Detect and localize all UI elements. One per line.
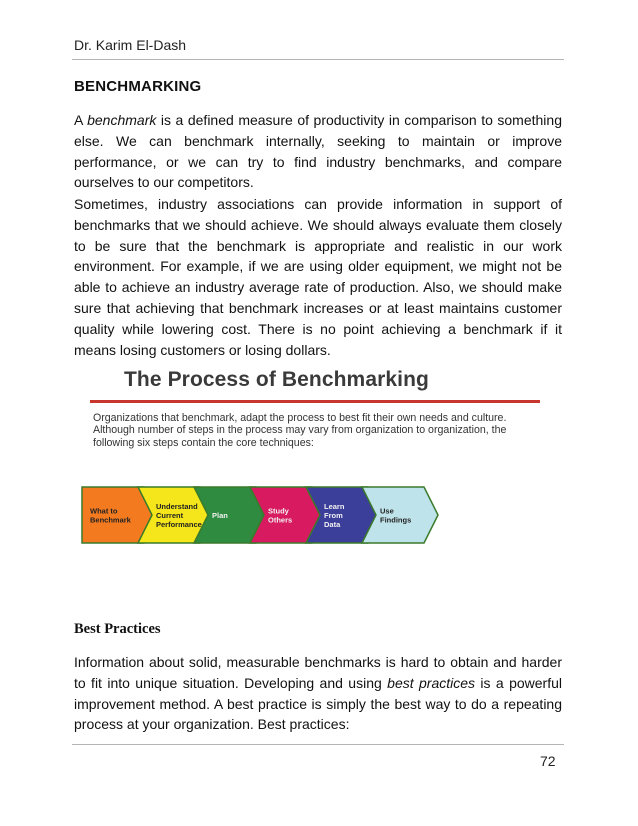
paragraph-industry-associations: Sometimes, industry associations can provide information in support of benchmarks that we should achieve. We should always evaluate them closely to be sure that the benchmark is appropriate and realistic in our work environment. For example, if we are using older equipment, we might not be able to achieve an industry average rate of production. Also, we should make sure that achieving that benchmark increases or at least maintains customer quality while lowering cost. There is no point achieving a benchmark if it means losing customers or losing dollars. [74,196,562,358]
p5-term: best practices [387,674,476,691]
paragraph-best-practices [74,652,562,735]
section-title: BENCHMARKING [74,78,202,95]
header-author: Dr. Karim El-Dash [74,37,187,53]
process-step-label: From [324,511,343,520]
figure-description: Organizations that benchmark, adapt the process to best fit their own needs and culture. Although number of steps in the process may vary from organization to organization, the following six steps contain the core techniques: [93,412,507,449]
p1-body: is a defined measure of productivity in comparison to something else. We can benchmark internally, seeking to maintain or improve performance, or we can try to find industry benchmarks, and compare ourselves to our competitors. [74,112,562,191]
p5-body: is a powerful improvement method. A best practice is simply the best way to do a repeating process at your organization. Best practices: [74,674,562,733]
process-step-label: Learn [324,502,345,511]
process-step-label: Others [268,515,293,525]
footer-divider [72,744,564,745]
process-step-label: Understand [156,502,198,511]
p1-term: benchmark [87,112,157,128]
p1-lead: A [74,112,88,128]
header-divider [72,59,564,60]
page-number: 72 [540,753,556,769]
process-step-label: Plan [212,511,228,520]
paragraph-benchmark-definition [74,110,562,193]
process-step-label: Performance [156,520,202,529]
process-step-label: Study [268,506,289,516]
p5-lead: Information about solid, measurable benchmarks is hard to obtain and harder to fit into unique situation. Developing and using [74,654,562,691]
process-step-label: Benchmark [90,515,131,525]
benchmarking-process-figure [90,360,540,560]
figure-title-rule [90,400,540,403]
best-practices-title: Best Practices [74,621,161,637]
process-step-label: Findings [380,515,412,525]
process-step-label: What to [90,506,118,516]
process-step-label: Data [324,520,341,529]
process-step-label: Current [156,511,184,520]
process-steps-diagram [80,485,550,545]
process-step-label: Use [380,506,394,516]
figure-title: The Process of Benchmarking [124,368,429,391]
